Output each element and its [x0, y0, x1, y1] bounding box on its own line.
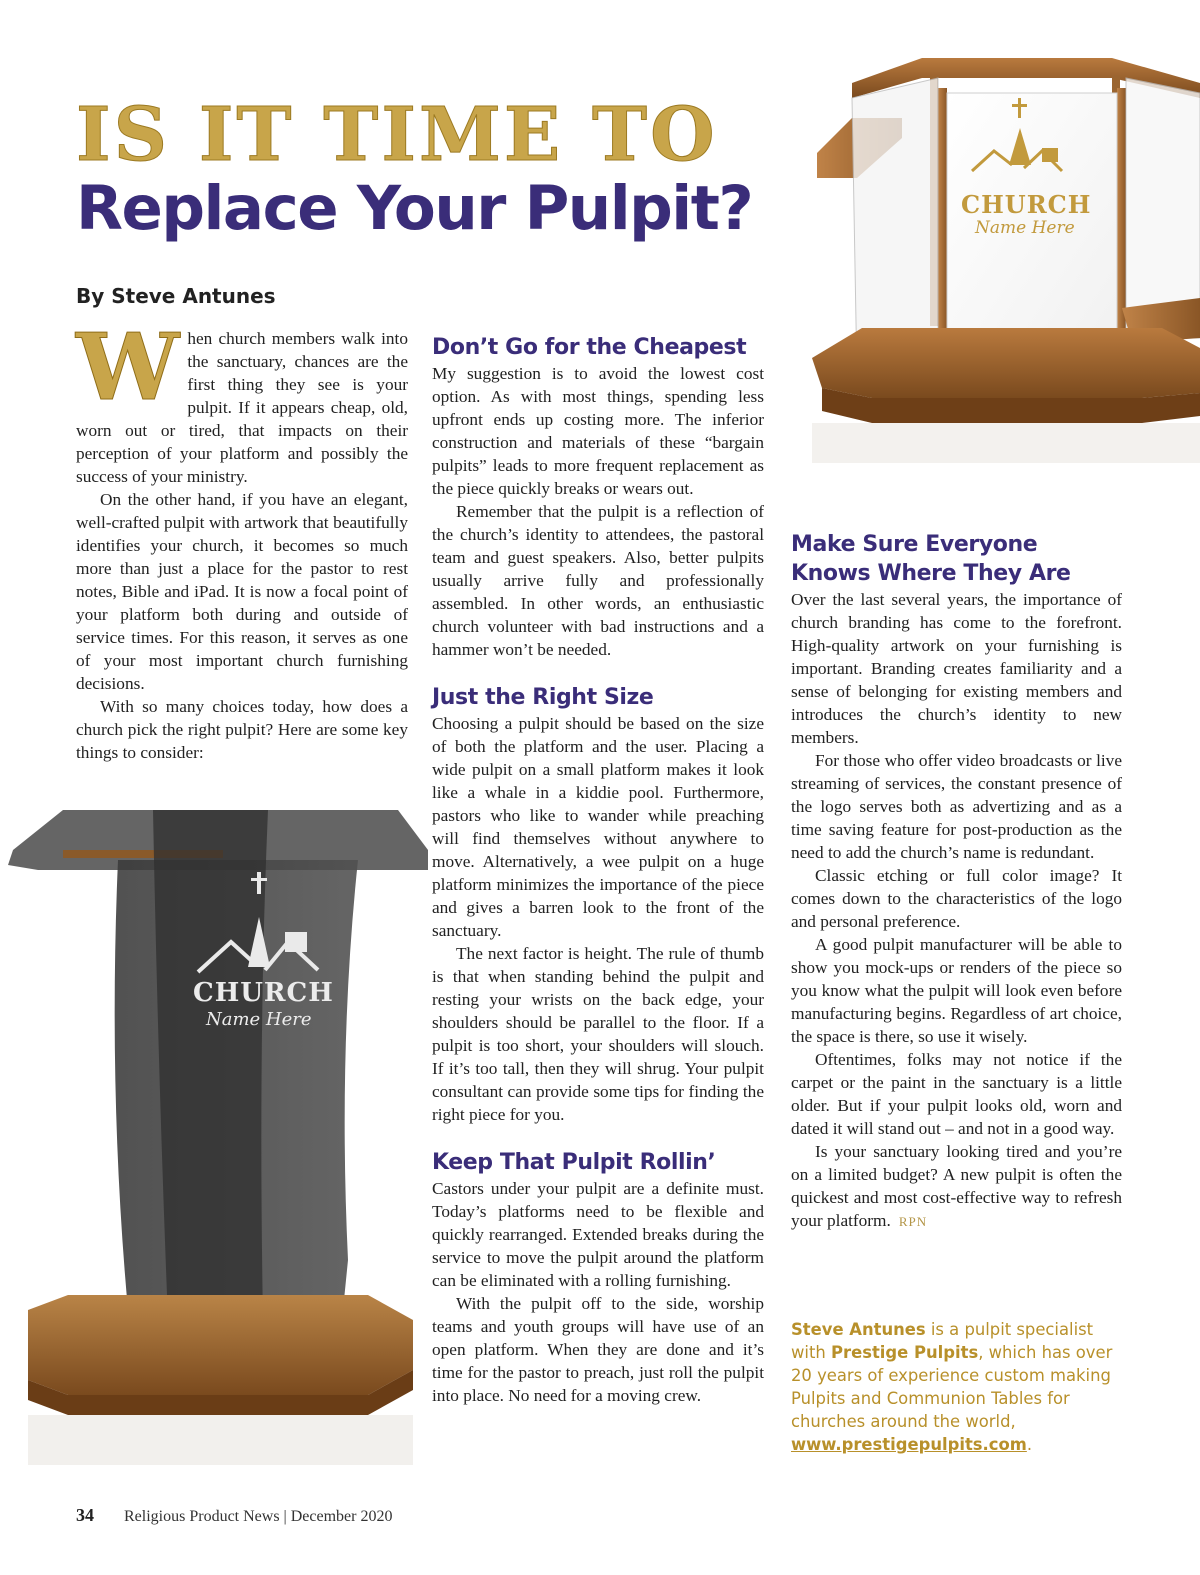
column-1	[76, 313, 408, 764]
wood-acrylic-pulpit-image	[812, 38, 1200, 478]
end-mark: RPN	[898, 1214, 928, 1229]
logo-church-text-top: CHURCH	[961, 190, 1092, 219]
company-name: Prestige Pulpits	[830, 1343, 979, 1362]
paragraph: With so many choices today, how does a church pick the right pulpit? Here are some key things to consider:	[76, 697, 408, 762]
paragraph-text: Is your sanctuary looking tired and you’re on a limited budget? A new pulpit is often the quickest and most cost-effective way to refresh your platform.	[791, 1142, 1122, 1230]
subheading-rollin: Keep That Pulpit Rollin’	[432, 1150, 716, 1175]
acrylic-pulpit-image	[8, 790, 428, 1480]
article-headline: Replace Your Pulpit?	[76, 173, 753, 244]
byline: By Steve Antunes	[76, 284, 276, 308]
column-2	[432, 333, 764, 1407]
logo-name-here-text: Name Here	[206, 1009, 312, 1030]
logo-name-here-text-top: Name Here	[975, 218, 1075, 238]
paragraph: Remember that the pulpit is a reflection of the church’s identity to attendees, the pastoral team and guest speakers. Also, better pulpits usually arrive fully and professionally assembled. In other words, an enthusiastic church volunteer with bad instructions and a hammer won’t be needed.	[432, 502, 764, 659]
paragraph: Oftentimes, folks may not notice if the carpet or the paint in the sanctuary is a little older. But if your pulpit looks old, worn and dated it will stand out – and not in a good way.	[791, 1050, 1122, 1138]
paragraph: With the pulpit off to the side, worship teams and youth groups will have use of an open platform. When they are done and it’s time for the pastor to preach, just roll the pulpit into place. No need for a moving crew.	[432, 1294, 764, 1405]
author-bio	[791, 1318, 1131, 1456]
article-kicker: IS IT TIME TO	[76, 92, 718, 178]
paragraph: Castors under your pulpit are a definite must. Today’s platforms need to be flexible and quickly rearranged. Extended breaks during the service to move the pulpit around the platform can be eliminated with a rolling furnishing.	[432, 1179, 764, 1290]
paragraph: hen church members walk into the sanctuary, chances are the first thing they see is your pulpit. If it appears cheap, old, worn out or tired, that impacts on their perception of your platform and possibly the success of your ministry.	[76, 329, 408, 486]
bio-text: , which has over 20 years of experience custom making Pulpits and Communion Tables for churches around the world,	[791, 1343, 1113, 1431]
publication-info: Religious Product News | December 2020	[124, 1508, 393, 1525]
paragraph	[791, 1140, 1122, 1233]
subheading-cheapest: Don’t Go for the Cheapest	[432, 335, 747, 360]
author-name: Steve Antunes	[791, 1320, 926, 1339]
paragraph: A good pulpit manufacturer will be able to show you mock-ups or renders of the piece so you know what the pulpit will look even before manufacturing begins. Regardless of art choice, the space is there, so use it wisely.	[791, 935, 1122, 1046]
drop-cap: W	[76, 313, 180, 421]
paragraph: My suggestion is to avoid the lowest cost option. As with most things, spending less upfront ends up costing more. The inferior construction and materials of these “bargain pulpits” leads to more frequent replacement as the piece quickly breaks or wears out.	[432, 364, 764, 498]
bio-text: is a pulpit specialist with	[791, 1320, 1094, 1362]
page-number: 34	[76, 1505, 94, 1525]
paragraph: Classic etching or full color image? It comes down to the characteristics of the logo and personal preference.	[791, 866, 1122, 931]
paragraph: For those who offer video broadcasts or live streaming of services, the constant presence of the logo serves both as advertizing and as a time saving feature for post-production as the need to add the church’s name is redundant.	[791, 751, 1122, 862]
paragraph: The next factor is height. The rule of thumb is that when standing behind the pulpit and resting your wrists on the back edge, your shoulders should be parallel to the floor. If a pulpit is too short, your shoulders will slouch. If it’s too tall, then they will shrug. Your pulpit consultant can provide some tips for finding the right piece for you.	[432, 944, 764, 1124]
paragraph: Choosing a pulpit should be based on the size of both the platform and the user. Placing a wide pulpit on a small platform makes it look like a whale in a kiddie pool. Furthermore, pastors who like to wander while preaching will find themselves without anywhere to move. Alternatively, a wee pulpit on a huge platform minimizes the importance of the piece and gives a barren look to the front of the sanctuary.	[432, 714, 764, 940]
subheading-right-size: Just the Right Size	[432, 685, 654, 710]
column-3	[791, 530, 1122, 1233]
page-footer	[76, 1505, 392, 1526]
bio-text: .	[1026, 1435, 1033, 1454]
paragraph: Over the last several years, the importance of church branding has come to the forefront. High-quality artwork on your furnishing is important. Branding creates familiarity and a sense of belonging for existing members and introduces the church’s identity to new members.	[791, 590, 1122, 747]
website-link[interactable]: www.prestigepulpits.com	[791, 1435, 1027, 1454]
paragraph: On the other hand, if you have an elegant, well-crafted pulpit with artwork that beautifully identifies your church, it becomes so much more than just a place for the pastor to rest notes, Bible and iPad. It is now a focal point of your platform both during and outside of service times. For this reason, it serves as one of your most important church furnishing decisions.	[76, 490, 408, 693]
subheading-everyone-knows: Make Sure Everyone Knows Where They Are	[791, 532, 1071, 586]
logo-church-text: CHURCH	[193, 978, 334, 1008]
